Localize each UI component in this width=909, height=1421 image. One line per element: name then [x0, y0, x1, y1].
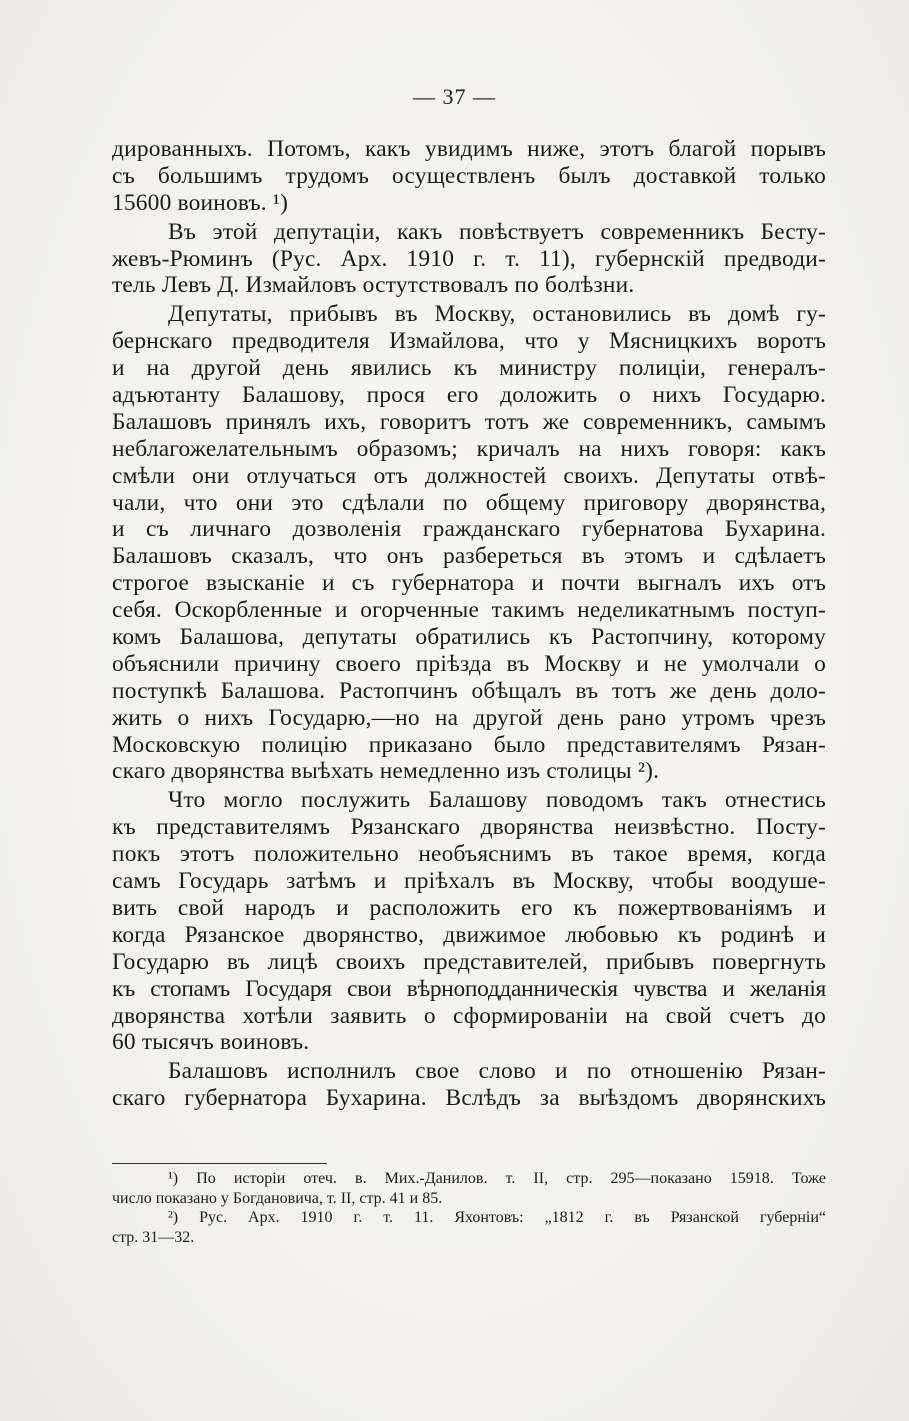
- paragraph-start-line: Балашовъ исполнилъ свое слово и по отношенію Рязан-: [168, 1058, 826, 1085]
- text-line: дворянства хотѣли заявить о сформированіи на свой счетъ до: [112, 1002, 826, 1029]
- text-line: скаго дворянства выѣхать немедленно изъ столицы ²).: [112, 758, 660, 785]
- page-number: — 37 —: [413, 84, 496, 109]
- text-line: комъ Балашова, депутаты обратились къ Растопчину, которому: [112, 624, 826, 651]
- text-line: тель Левъ Д. Измайловъ остутствовалъ по болѣзни.: [112, 272, 635, 299]
- text-line: чали, что они это сдѣлали по общему приговору дворянства,: [112, 489, 826, 516]
- text-line: Московскую полицію приказано было представителямъ Рязан-: [112, 731, 826, 758]
- text-line: смѣли они отлучаться отъ должностей своихъ. Депутаты отвѣ-: [112, 462, 826, 489]
- text-line: Балашовъ сказалъ, что онъ разбереться въ этомъ и сдѣлаетъ: [112, 543, 826, 570]
- text-line: адъютанту Балашову, прося его доложить о нихъ Государю.: [112, 382, 826, 409]
- text-line: 15600 воиновъ. ¹): [112, 189, 289, 216]
- text-line: дированныхъ. Потомъ, какъ увидимъ ниже, этотъ благой порывъ: [112, 136, 826, 162]
- paragraph-start-line: Депутаты, прибывъ въ Москву, остановились въ домѣ гу-: [168, 301, 826, 328]
- text-line: покъ этотъ положительно необъяснимъ въ такое время, когда: [112, 841, 826, 868]
- text-line: Балашовъ принялъ ихъ, говоритъ тотъ же современникъ, самымъ: [112, 408, 826, 435]
- text-line: строгое взысканіе и съ губернатора и почти выгналъ ихъ отъ: [112, 570, 826, 597]
- text-line: поступкѣ Балашова. Растопчинъ обѣщалъ въ тотъ же день доло-: [112, 677, 826, 704]
- text-line: бернскаго предводителя Измайлова, что у Мясницкихъ воротъ: [112, 328, 826, 355]
- paragraph-start-line: Что могло послужить Балашову поводомъ такъ отнестись: [168, 787, 826, 814]
- text-line: когда Рязанское дворянство, движимое любовью къ родинѣ и: [112, 921, 826, 948]
- text-line: къ представителямъ Рязанскаго дворянства неизвѣстно. Посту-: [112, 814, 826, 841]
- text-line: къ стопамъ Государя свои вѣрноподданническія чувства и желанія: [112, 975, 826, 1002]
- text-line: самъ Государь затѣмъ и пріѣхалъ въ Москву, чтобы воодуше-: [112, 868, 826, 895]
- text-line: жевъ-Рюминъ (Рус. Арх. 1910 г. т. 11), губернскій предводи-: [112, 245, 826, 272]
- text-line: 60 тысячъ воиновъ.: [112, 1029, 310, 1056]
- footnotes: [112, 1169, 826, 1247]
- text-line: и на другой день явились къ министру полиціи, генералъ-: [112, 355, 826, 382]
- text-line: жить о нихъ Государю,—но на другой день рано утромъ чрезъ: [112, 704, 826, 731]
- text-line: себя. Оскорбленные и огорченные такимъ неделикатнымъ поступ-: [112, 597, 826, 624]
- text-line: съ большимъ трудомъ осуществленъ былъ доставкой только: [112, 162, 826, 189]
- text-line: и съ личнаго дозволенія гражданскаго губернатова Бухарина.: [112, 516, 826, 543]
- footnote-line: стр. 31—32.: [112, 1228, 195, 1246]
- footnote-divider: [112, 1163, 327, 1164]
- text-line: вить свой народъ и расположить его къ пожертвованіямъ и: [112, 894, 826, 921]
- text-line: объяснили причину своего пріѣзда въ Москву и не умолчали о: [112, 650, 826, 677]
- footnote-line: ¹) По исторіи отеч. в. Мих.-Данилов. т. II, стр. 295—показано 15918. Тоже: [168, 1170, 826, 1187]
- text-line: неблагожелательнымъ образомъ; кричалъ на нихъ говоря: какъ: [112, 435, 826, 462]
- main-text: [112, 136, 826, 1112]
- footnote-line: ²) Рус. Арх. 1910 г. т. 11. Яхонтовъ: „1812 г. въ Рязанской губерніи“: [168, 1209, 826, 1226]
- text-line: скаго губернатора Бухарина. Вслѣдъ за выѣздомъ дворянскихъ: [112, 1085, 826, 1112]
- text-line: Государю въ лицѣ своихъ представителей, прибывъ повергнуть: [112, 948, 826, 975]
- footnote-line: число показано у Богдановича, т. II, стр. 41 и 85.: [112, 1189, 443, 1207]
- paragraph-start-line: Въ этой депутаціи, какъ повѣствуетъ современникъ Бесту-: [168, 218, 826, 245]
